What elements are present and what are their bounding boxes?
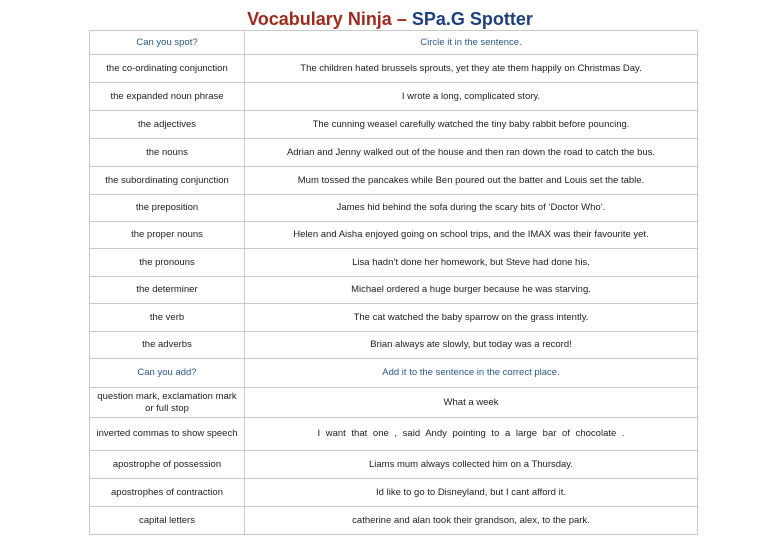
title-series: Vocabulary Ninja –: [247, 9, 412, 29]
table-row: [90, 304, 698, 332]
table-row: [90, 167, 698, 195]
table-row: [90, 277, 698, 304]
term-cell: the pronouns: [90, 249, 245, 277]
term-cell: apostrophe of possession: [90, 451, 245, 479]
term-cell: the preposition: [90, 195, 245, 222]
sentence-cell: Michael ordered a huge burger because he was starving.: [245, 277, 698, 304]
sentence-cell: Id like to go to Disneyland, but I cant afford it.: [245, 479, 698, 507]
worksheet-title: [0, 8, 780, 30]
spot-header-right: Circle it in the sentence.: [245, 31, 698, 55]
add-header-left: Can you add?: [90, 359, 245, 388]
term-cell: the determiner: [90, 277, 245, 304]
table-row: [90, 451, 698, 479]
table-row: [90, 479, 698, 507]
term-cell: question mark, exclamation mark or full stop: [90, 388, 245, 418]
title-topic: SPa.G Spotter: [411, 9, 533, 29]
term-cell: capital letters: [90, 507, 245, 535]
term-cell: the co-ordinating conjunction: [90, 55, 245, 83]
table-row: [90, 55, 698, 83]
term-cell: the proper nouns: [90, 222, 245, 249]
spot-header-row: [90, 31, 698, 55]
term-cell: the adverbs: [90, 332, 245, 359]
term-cell: the subordinating conjunction: [90, 167, 245, 195]
table-row: [90, 249, 698, 277]
table-row: [90, 507, 698, 535]
sentence-cell: The children hated brussels sprouts, yet they ate them happily on Christmas Day.: [245, 55, 698, 83]
sentence-cell: The cat watched the baby sparrow on the grass intently.: [245, 304, 698, 332]
table-row: [90, 111, 698, 139]
term-cell: the adjectives: [90, 111, 245, 139]
table-row: [90, 418, 698, 451]
add-header-right: Add it to the sentence in the correct place.: [245, 359, 698, 388]
sentence-cell: I want that one , said Andy pointing to a large bar of chocolate .: [245, 418, 698, 451]
spotter-table: [89, 30, 698, 535]
term-cell: the expanded noun phrase: [90, 83, 245, 111]
table-row: [90, 332, 698, 359]
sentence-cell: catherine and alan took their grandson, alex, to the park.: [245, 507, 698, 535]
sentence-cell: Adrian and Jenny walked out of the house and then ran down the road to catch the bus.: [245, 139, 698, 167]
table-row: [90, 388, 698, 418]
term-cell: inverted commas to show speech: [90, 418, 245, 451]
sentence-cell: Brian always ate slowly, but today was a record!: [245, 332, 698, 359]
table-row: [90, 83, 698, 111]
table-row: [90, 222, 698, 249]
sentence-cell: Mum tossed the pancakes while Ben poured out the batter and Louis set the table.: [245, 167, 698, 195]
term-cell: the nouns: [90, 139, 245, 167]
sentence-cell: The cunning weasel carefully watched the tiny baby rabbit before pouncing.: [245, 111, 698, 139]
sentence-cell: Helen and Aisha enjoyed going on school trips, and the IMAX was their favourite yet.: [245, 222, 698, 249]
spot-header-left: Can you spot?: [90, 31, 245, 55]
sentence-cell: James hid behind the sofa during the scary bits of ‘Doctor Who’.: [245, 195, 698, 222]
sentence-cell: Lisa hadn’t done her homework, but Steve had done his.: [245, 249, 698, 277]
sentence-cell: I wrote a long, complicated story.: [245, 83, 698, 111]
sentence-cell: What a week: [245, 388, 698, 418]
sentence-cell: Liams mum always collected him on a Thursday.: [245, 451, 698, 479]
table-row: [90, 139, 698, 167]
term-cell: apostrophes of contraction: [90, 479, 245, 507]
add-header-row: [90, 359, 698, 388]
table-row: [90, 195, 698, 222]
term-cell: the verb: [90, 304, 245, 332]
